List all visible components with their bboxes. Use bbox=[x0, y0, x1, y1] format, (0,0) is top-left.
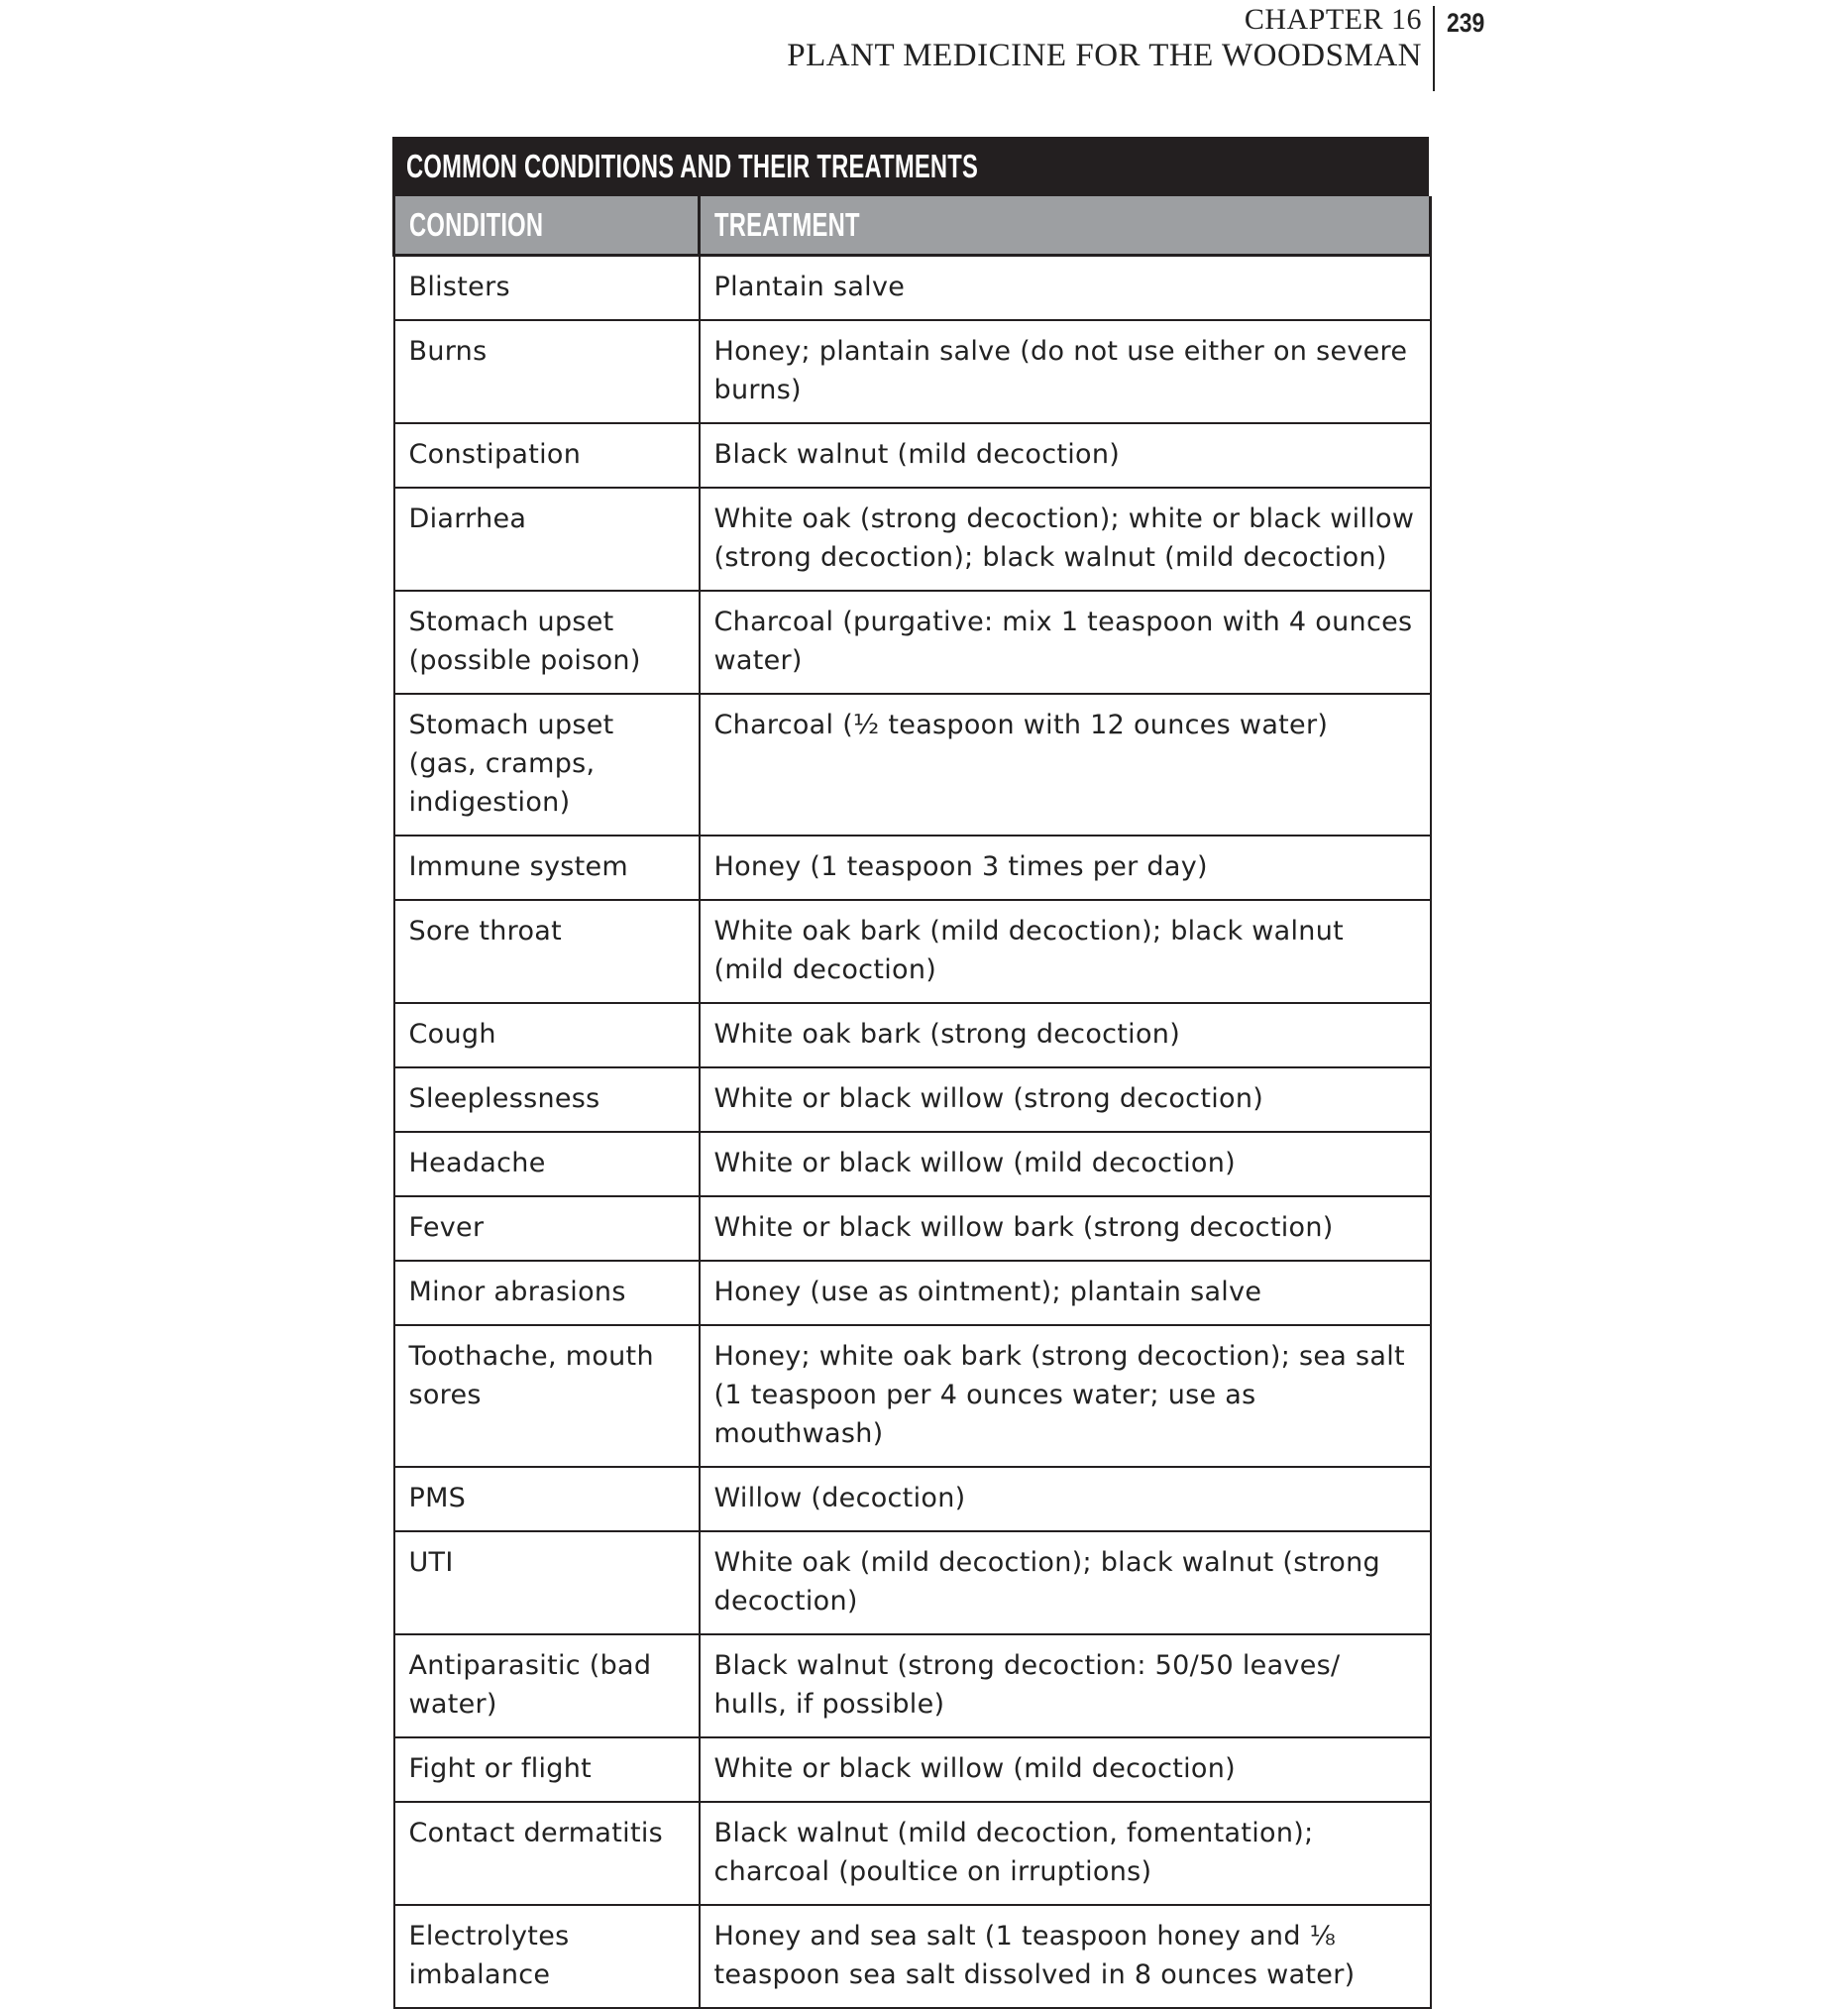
condition-cell: Contact dermatitis bbox=[394, 1802, 700, 1905]
running-head bbox=[694, 0, 1422, 73]
condition-cell: Fever bbox=[394, 1196, 700, 1261]
page-number: 239 bbox=[1447, 8, 1485, 38]
treatments-table bbox=[392, 196, 1432, 2009]
treatment-cell: White oak (mild decoction); black walnut (strong decoction) bbox=[700, 1531, 1431, 1634]
treatment-cell: Black walnut (strong decoction: 50/50 leaves/ hulls, if possible) bbox=[700, 1634, 1431, 1737]
table-header-row bbox=[394, 196, 1431, 256]
column-header-treatment-label: TREATMENT bbox=[714, 206, 860, 243]
treatment-cell: White or black willow (mild decoction) bbox=[700, 1132, 1431, 1196]
chapter-title: PLANT MEDICINE FOR THE WOODSMAN bbox=[787, 38, 1422, 73]
treatment-cell: White or black willow bark (strong decoction) bbox=[700, 1196, 1431, 1261]
table-row bbox=[394, 423, 1431, 488]
table-row bbox=[394, 1261, 1431, 1325]
treatment-cell: Honey and sea salt (1 teaspoon honey and ⅛ teaspoon sea salt dissolved in 8 ounces water) bbox=[700, 1905, 1431, 2008]
treatment-cell: White or black willow (strong decoction) bbox=[700, 1067, 1431, 1132]
treatment-cell: Honey (1 teaspoon 3 times per day) bbox=[700, 836, 1431, 900]
condition-cell: Sleeplessness bbox=[394, 1067, 700, 1132]
condition-cell: Burns bbox=[394, 320, 700, 423]
treatment-cell: Charcoal (purgative: mix 1 teaspoon with 4 ounces water) bbox=[700, 591, 1431, 694]
condition-cell: Headache bbox=[394, 1132, 700, 1196]
column-header-condition bbox=[394, 196, 700, 256]
table-row bbox=[394, 1003, 1431, 1067]
condition-cell: UTI bbox=[394, 1531, 700, 1634]
table-title-bar bbox=[392, 137, 1429, 196]
table-row bbox=[394, 320, 1431, 423]
treatment-cell: Willow (decoction) bbox=[700, 1467, 1431, 1531]
table-row bbox=[394, 1325, 1431, 1467]
treatment-cell: Honey (use as ointment); plantain salve bbox=[700, 1261, 1431, 1325]
treatment-cell: White oak bark (strong decoction) bbox=[700, 1003, 1431, 1067]
treatment-cell: White or black willow (mild decoction) bbox=[700, 1737, 1431, 1802]
table-row bbox=[394, 836, 1431, 900]
condition-cell: Stomach upset (gas, cramps, indigestion) bbox=[394, 694, 700, 836]
condition-cell: Electrolytes imbalance bbox=[394, 1905, 700, 2008]
treatment-cell: White oak bark (mild decoction); black walnut (mild decoction) bbox=[700, 900, 1431, 1003]
treatment-cell: Plantain salve bbox=[700, 256, 1431, 321]
table-row bbox=[394, 1467, 1431, 1531]
table-row bbox=[394, 1531, 1431, 1634]
header-divider bbox=[1433, 6, 1435, 91]
treatment-cell: Charcoal (½ teaspoon with 12 ounces water) bbox=[700, 694, 1431, 836]
table-row bbox=[394, 1132, 1431, 1196]
table-row bbox=[394, 1905, 1431, 2008]
conditions-table bbox=[392, 137, 1429, 2009]
condition-cell: Stomach upset (possible poison) bbox=[394, 591, 700, 694]
condition-cell: Immune system bbox=[394, 836, 700, 900]
column-header-condition-label: CONDITION bbox=[409, 206, 544, 243]
condition-cell: Minor abrasions bbox=[394, 1261, 700, 1325]
condition-cell: Constipation bbox=[394, 423, 700, 488]
condition-cell: Sore throat bbox=[394, 900, 700, 1003]
table-row bbox=[394, 591, 1431, 694]
treatment-cell: Honey; white oak bark (strong decoction); sea salt (1 teaspoon per 4 ounces water; use as mouthwash) bbox=[700, 1325, 1431, 1467]
condition-cell: Fight or flight bbox=[394, 1737, 700, 1802]
table-row bbox=[394, 1067, 1431, 1132]
table-row bbox=[394, 256, 1431, 321]
condition-cell: Toothache, mouth sores bbox=[394, 1325, 700, 1467]
treatment-cell: Black walnut (mild decoction, fomentation); charcoal (poultice on irruptions) bbox=[700, 1802, 1431, 1905]
condition-cell: Antiparasitic (bad water) bbox=[394, 1634, 700, 1737]
column-header-treatment bbox=[700, 196, 1431, 256]
table-row bbox=[394, 1737, 1431, 1802]
table-row bbox=[394, 694, 1431, 836]
table-row bbox=[394, 900, 1431, 1003]
condition-cell: Diarrhea bbox=[394, 488, 700, 591]
table-title: COMMON CONDITIONS AND THEIR TREATMENTS bbox=[406, 148, 979, 184]
treatment-cell: Black walnut (mild decoction) bbox=[700, 423, 1431, 488]
chapter-label: CHAPTER 16 bbox=[1244, 3, 1422, 36]
treatment-cell: White oak (strong decoction); white or black willow (strong decoction); black walnut (mild decoction) bbox=[700, 488, 1431, 591]
treatment-cell: Honey; plantain salve (do not use either on severe burns) bbox=[700, 320, 1431, 423]
table-row bbox=[394, 488, 1431, 591]
condition-cell: PMS bbox=[394, 1467, 700, 1531]
condition-cell: Cough bbox=[394, 1003, 700, 1067]
table-row bbox=[394, 1196, 1431, 1261]
condition-cell: Blisters bbox=[394, 256, 700, 321]
table-row bbox=[394, 1802, 1431, 1905]
table-row bbox=[394, 1634, 1431, 1737]
